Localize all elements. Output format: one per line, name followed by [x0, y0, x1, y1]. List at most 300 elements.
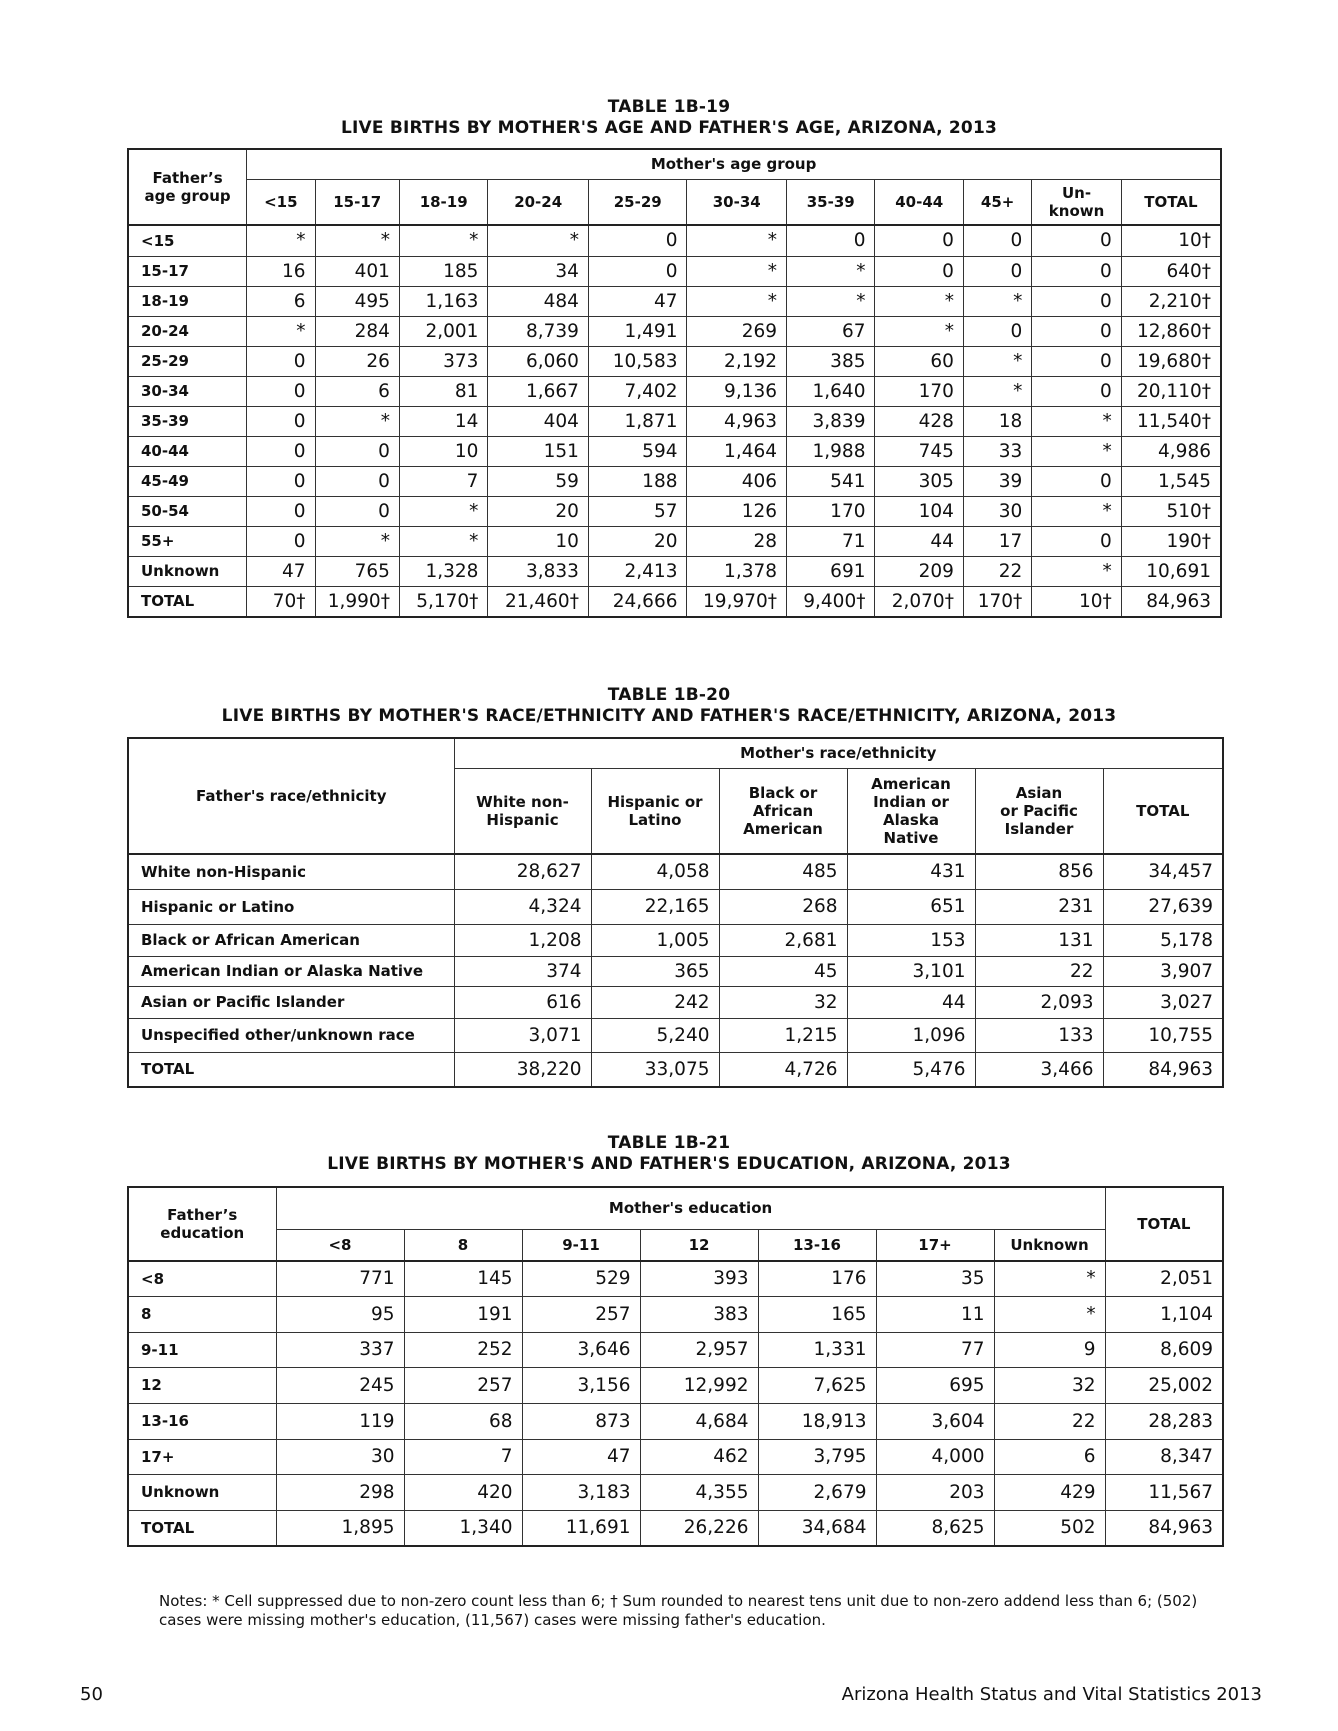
table-cell: *	[1032, 406, 1121, 436]
table-cell: 1,208	[454, 924, 591, 956]
table-cell: 28,627	[454, 854, 591, 889]
table-cell: 1,988	[787, 436, 875, 466]
table-cell: 7	[404, 1439, 522, 1474]
table-21	[127, 1186, 1224, 1547]
table-cell: 2,051	[1105, 1261, 1223, 1296]
row-label: 13-16	[128, 1403, 276, 1439]
table-row	[128, 924, 1223, 956]
table-cell: *	[247, 225, 315, 256]
table-cell: 7	[399, 466, 487, 496]
table-cell: *	[687, 286, 787, 316]
table-cell: 0	[963, 316, 1031, 346]
table-row	[128, 526, 1221, 556]
table-row	[128, 256, 1221, 286]
table-19-group-header: Mother's age group	[247, 149, 1221, 179]
table-cell: 485	[719, 854, 847, 889]
table-cell: 3,907	[1103, 956, 1223, 986]
table-cell: 9,400†	[787, 586, 875, 617]
table-cell: *	[963, 376, 1031, 406]
table-row	[128, 1510, 1223, 1546]
table-cell: 0	[963, 225, 1031, 256]
table-cell: 0	[247, 346, 315, 376]
table-cell: 10,755	[1103, 1018, 1223, 1052]
row-label: 35-39	[128, 406, 247, 436]
table-cell: 32	[994, 1367, 1105, 1403]
table-cell: 5,240	[591, 1018, 719, 1052]
table-cell: 284	[315, 316, 399, 346]
table-cell: 22,165	[591, 889, 719, 924]
table-19-title	[0, 97, 1338, 139]
table-cell: 20	[588, 526, 687, 556]
table-cell: 0	[1032, 466, 1121, 496]
table-cell: 4,058	[591, 854, 719, 889]
table-cell: 191	[404, 1296, 522, 1332]
table-cell: 47	[247, 556, 315, 586]
t21-column-header: 12	[640, 1229, 758, 1261]
row-label: White non-Hispanic	[128, 854, 454, 889]
table-row	[128, 556, 1221, 586]
table-cell: 104	[875, 496, 963, 526]
table-row	[128, 1052, 1223, 1087]
table-cell: 0	[963, 256, 1031, 286]
t21-column-header: 13-16	[758, 1229, 876, 1261]
table-cell: 5,476	[847, 1052, 975, 1087]
table-cell: 185	[399, 256, 487, 286]
table-cell: 151	[488, 436, 589, 466]
table-cell: 11,691	[522, 1510, 640, 1546]
table-cell: 1,378	[687, 556, 787, 586]
table-cell: *	[787, 256, 875, 286]
table-cell: *	[315, 526, 399, 556]
table-row	[128, 436, 1221, 466]
table-row	[128, 346, 1221, 376]
table-cell: 1,163	[399, 286, 487, 316]
table-row	[128, 225, 1221, 256]
table-cell: 2,413	[588, 556, 687, 586]
table-cell: 34,684	[758, 1510, 876, 1546]
table-cell: 95	[276, 1296, 404, 1332]
table-cell: 17	[963, 526, 1031, 556]
t19-column-header: 18-19	[399, 179, 487, 225]
table-cell: 0	[1032, 376, 1121, 406]
table-cell: 188	[588, 466, 687, 496]
table-cell: 0	[315, 436, 399, 466]
table-cell: 5,178	[1103, 924, 1223, 956]
table-cell: 2,093	[975, 986, 1103, 1018]
t19-column-header: TOTAL	[1121, 179, 1221, 225]
table-cell: 3,833	[488, 556, 589, 586]
table-cell: 616	[454, 986, 591, 1018]
table-cell: 22	[975, 956, 1103, 986]
table-cell: 20,110†	[1121, 376, 1221, 406]
table-cell: 67	[787, 316, 875, 346]
t20-column-header: Asian or Pacific Islander	[975, 768, 1103, 854]
table-cell: 2,192	[687, 346, 787, 376]
t19-column-header: 20-24	[488, 179, 589, 225]
table-row	[128, 1332, 1223, 1367]
row-label: 40-44	[128, 436, 247, 466]
table-cell: 81	[399, 376, 487, 406]
table-cell: 170	[875, 376, 963, 406]
table-cell: 0	[247, 496, 315, 526]
table-cell: 873	[522, 1403, 640, 1439]
table-cell: 32	[719, 986, 847, 1018]
t21-column-header: 9-11	[522, 1229, 640, 1261]
table-cell: 6,060	[488, 346, 589, 376]
t20-column-header: TOTAL	[1103, 768, 1223, 854]
t19-column-header: 25-29	[588, 179, 687, 225]
table-cell: 245	[276, 1367, 404, 1403]
t19-column-header: 45+	[963, 179, 1031, 225]
table-row	[128, 1018, 1223, 1052]
table-notes: Notes: * Cell suppressed due to non-zero count less than 6; † Sum rounded to nearest tens unit due to non-zero addend less than 6; (502) cases were missing mother's education, (11,567) cases were missing father's education.	[159, 1592, 1198, 1629]
table-cell: 4,963	[687, 406, 787, 436]
table-cell: 495	[315, 286, 399, 316]
table-cell: 0	[247, 376, 315, 406]
t20-column-header: Black or African American	[719, 768, 847, 854]
table-cell: *	[488, 225, 589, 256]
table-cell: 209	[875, 556, 963, 586]
table-cell: 0	[247, 526, 315, 556]
row-label: 55+	[128, 526, 247, 556]
table-cell: 0	[1032, 346, 1121, 376]
table-cell: 373	[399, 346, 487, 376]
table-row	[128, 986, 1223, 1018]
row-label: 12	[128, 1367, 276, 1403]
table-cell: 856	[975, 854, 1103, 889]
table-cell: 3,604	[876, 1403, 994, 1439]
table-cell: *	[994, 1296, 1105, 1332]
row-label: 15-17	[128, 256, 247, 286]
table-cell: *	[687, 256, 787, 286]
table-cell: 10	[488, 526, 589, 556]
t20-column-header: American Indian or Alaska Native	[847, 768, 975, 854]
table-row	[128, 466, 1221, 496]
table-cell: 44	[875, 526, 963, 556]
table-19	[127, 148, 1222, 618]
table-cell: 337	[276, 1332, 404, 1367]
table-cell: 68	[404, 1403, 522, 1439]
table-cell: 34	[488, 256, 589, 286]
table-cell: 640†	[1121, 256, 1221, 286]
table-cell: 8,739	[488, 316, 589, 346]
table-cell: 393	[640, 1261, 758, 1296]
table-cell: *	[1032, 496, 1121, 526]
table-cell: *	[687, 225, 787, 256]
table-row	[128, 406, 1221, 436]
table-cell: 0	[247, 436, 315, 466]
table-cell: 1,331	[758, 1332, 876, 1367]
table-cell: 252	[404, 1332, 522, 1367]
table-cell: 0	[588, 225, 687, 256]
table-cell: 26,226	[640, 1510, 758, 1546]
table-cell: 10†	[1121, 225, 1221, 256]
table-cell: 1,491	[588, 316, 687, 346]
table-row	[128, 1296, 1223, 1332]
table-20-caption: LIVE BIRTHS BY MOTHER'S RACE/ETHNICITY AND FATHER'S RACE/ETHNICITY, ARIZONA, 2013	[221, 706, 1117, 726]
row-label: 17+	[128, 1439, 276, 1474]
table-cell: 305	[875, 466, 963, 496]
table-cell: 2,681	[719, 924, 847, 956]
table-cell: 176	[758, 1261, 876, 1296]
table-21-caption: LIVE BIRTHS BY MOTHER'S AND FATHER'S EDUCATION, ARIZONA, 2013	[327, 1154, 1011, 1174]
row-label: TOTAL	[128, 1052, 454, 1087]
row-label: 45-49	[128, 466, 247, 496]
table-cell: 3,646	[522, 1332, 640, 1367]
table-cell: 0	[1032, 526, 1121, 556]
publication-name: Arizona Health Status and Vital Statistics 2013	[841, 1684, 1262, 1705]
table-cell: 26	[315, 346, 399, 376]
table-cell: 4,000	[876, 1439, 994, 1474]
table-cell: 33,075	[591, 1052, 719, 1087]
table-cell: *	[399, 496, 487, 526]
table-cell: 77	[876, 1332, 994, 1367]
row-label: Unknown	[128, 1474, 276, 1510]
table-cell: 14	[399, 406, 487, 436]
table-cell: 6	[994, 1439, 1105, 1474]
table-cell: 1,340	[404, 1510, 522, 1546]
table-cell: 3,156	[522, 1367, 640, 1403]
table-cell: 365	[591, 956, 719, 986]
table-cell: 34,457	[1103, 854, 1223, 889]
table-cell: 404	[488, 406, 589, 436]
table-cell: 10,583	[588, 346, 687, 376]
t19-column-header: <15	[247, 179, 315, 225]
table-cell: 383	[640, 1296, 758, 1332]
table-20-corner-header: Father's race/ethnicity	[128, 738, 454, 854]
row-label: Asian or Pacific Islander	[128, 986, 454, 1018]
table-20-group-header: Mother's race/ethnicity	[454, 738, 1223, 768]
table-cell: *	[994, 1261, 1105, 1296]
table-cell: 257	[522, 1296, 640, 1332]
table-cell: 84,963	[1121, 586, 1221, 617]
table-cell: 269	[687, 316, 787, 346]
table-cell: 170	[787, 496, 875, 526]
row-label: 8	[128, 1296, 276, 1332]
table-cell: 0	[247, 406, 315, 436]
table-cell: 165	[758, 1296, 876, 1332]
table-cell: 47	[522, 1439, 640, 1474]
t20-column-header: Hispanic or Latino	[591, 768, 719, 854]
page-number: 50	[80, 1684, 103, 1705]
row-label: Unspecified other/unknown race	[128, 1018, 454, 1052]
table-cell: 126	[687, 496, 787, 526]
table-21-corner-header: Father’s education	[128, 1187, 276, 1261]
table-cell: *	[963, 286, 1031, 316]
table-cell: 428	[875, 406, 963, 436]
table-cell: 1,096	[847, 1018, 975, 1052]
table-cell: 30	[963, 496, 1031, 526]
table-cell: 44	[847, 986, 975, 1018]
table-cell: *	[315, 406, 399, 436]
table-cell: 22	[963, 556, 1031, 586]
table-cell: 3,027	[1103, 986, 1223, 1018]
t21-column-header: Unknown	[994, 1229, 1105, 1261]
row-label: 20-24	[128, 316, 247, 346]
table-cell: *	[787, 286, 875, 316]
table-cell: 27,639	[1103, 889, 1223, 924]
row-label: TOTAL	[128, 1510, 276, 1546]
row-label: 18-19	[128, 286, 247, 316]
table-row	[128, 1439, 1223, 1474]
row-label: Hispanic or Latino	[128, 889, 454, 924]
table-row	[128, 1367, 1223, 1403]
table-cell: 28,283	[1105, 1403, 1223, 1439]
table-cell: 771	[276, 1261, 404, 1296]
row-label: Black or African American	[128, 924, 454, 956]
table-cell: 1,990†	[315, 586, 399, 617]
table-cell: 1,640	[787, 376, 875, 406]
table-cell: 3,101	[847, 956, 975, 986]
table-cell: 0	[875, 225, 963, 256]
table-row	[128, 1403, 1223, 1439]
table-cell: 0	[1032, 256, 1121, 286]
table-cell: 3,839	[787, 406, 875, 436]
table-cell: 133	[975, 1018, 1103, 1052]
table-row	[128, 496, 1221, 526]
table-row	[128, 854, 1223, 889]
table-cell: 19,680†	[1121, 346, 1221, 376]
table-19-corner-header: Father’s age group	[128, 149, 247, 225]
row-label: <8	[128, 1261, 276, 1296]
t19-column-header: 30-34	[687, 179, 787, 225]
row-label: 30-34	[128, 376, 247, 406]
table-cell: *	[399, 225, 487, 256]
table-cell: 2,001	[399, 316, 487, 346]
table-cell: 16	[247, 256, 315, 286]
table-cell: *	[315, 225, 399, 256]
table-cell: 502	[994, 1510, 1105, 1546]
table-cell: 484	[488, 286, 589, 316]
table-cell: 24,666	[588, 586, 687, 617]
table-21-title	[0, 1133, 1338, 1175]
table-21-group-header: Mother's education	[276, 1187, 1105, 1229]
table-cell: 12,860†	[1121, 316, 1221, 346]
table-cell: 9,136	[687, 376, 787, 406]
row-label: Unknown	[128, 556, 247, 586]
table-cell: 9	[994, 1332, 1105, 1367]
table-21-number: TABLE 1B-21	[607, 1133, 731, 1153]
table-cell: 3,071	[454, 1018, 591, 1052]
table-cell: 10†	[1032, 586, 1121, 617]
t19-column-header: Un- known	[1032, 179, 1121, 225]
table-cell: 0	[247, 466, 315, 496]
table-cell: 21,460†	[488, 586, 589, 617]
table-cell: 691	[787, 556, 875, 586]
table-cell: 22	[994, 1403, 1105, 1439]
table-cell: 5,170†	[399, 586, 487, 617]
table-cell: 84,963	[1103, 1052, 1223, 1087]
table-cell: 1,464	[687, 436, 787, 466]
table-cell: 8,609	[1105, 1332, 1223, 1367]
table-cell: 541	[787, 466, 875, 496]
table-cell: 20	[488, 496, 589, 526]
table-20-number: TABLE 1B-20	[607, 685, 731, 705]
table-cell: 203	[876, 1474, 994, 1510]
row-label: 9-11	[128, 1332, 276, 1367]
table-cell: 268	[719, 889, 847, 924]
table-19-number: TABLE 1B-19	[607, 97, 731, 117]
table-cell: 8,347	[1105, 1439, 1223, 1474]
table-cell: 153	[847, 924, 975, 956]
table-cell: 1,667	[488, 376, 589, 406]
table-cell: 298	[276, 1474, 404, 1510]
table-cell: 11,540†	[1121, 406, 1221, 436]
table-cell: 3,795	[758, 1439, 876, 1474]
table-cell: 10,691	[1121, 556, 1221, 586]
table-row	[128, 889, 1223, 924]
table-cell: 401	[315, 256, 399, 286]
row-label: <15	[128, 225, 247, 256]
table-row	[128, 286, 1221, 316]
table-row	[128, 1474, 1223, 1510]
table-cell: 529	[522, 1261, 640, 1296]
table-cell: 385	[787, 346, 875, 376]
t21-column-header: 8	[404, 1229, 522, 1261]
table-cell: *	[399, 526, 487, 556]
table-cell: 1,005	[591, 924, 719, 956]
table-cell: 1,871	[588, 406, 687, 436]
table-cell: 594	[588, 436, 687, 466]
table-cell: 1,215	[719, 1018, 847, 1052]
table-cell: 47	[588, 286, 687, 316]
table-cell: 28	[687, 526, 787, 556]
table-cell: 765	[315, 556, 399, 586]
table-cell: 59	[488, 466, 589, 496]
table-20-title	[0, 685, 1338, 727]
table-row	[128, 956, 1223, 986]
table-cell: 429	[994, 1474, 1105, 1510]
row-label: American Indian or Alaska Native	[128, 956, 454, 986]
table-row	[128, 1261, 1223, 1296]
table-cell: 39	[963, 466, 1031, 496]
table-cell: 12,992	[640, 1367, 758, 1403]
table-cell: 1,104	[1105, 1296, 1223, 1332]
table-cell: 406	[687, 466, 787, 496]
table-cell: 0	[1032, 225, 1121, 256]
table-cell: 431	[847, 854, 975, 889]
table-cell: 4,726	[719, 1052, 847, 1087]
table-cell: 4,986	[1121, 436, 1221, 466]
table-cell: 2,679	[758, 1474, 876, 1510]
table-cell: 257	[404, 1367, 522, 1403]
table-cell: 84,963	[1105, 1510, 1223, 1546]
table-cell: 2,070†	[875, 586, 963, 617]
table-row	[128, 586, 1221, 617]
table-cell: 374	[454, 956, 591, 986]
table-cell: 1,895	[276, 1510, 404, 1546]
table-row	[128, 316, 1221, 346]
table-21-total-header: TOTAL	[1105, 1187, 1223, 1261]
table-cell: 30	[276, 1439, 404, 1474]
table-cell: *	[247, 316, 315, 346]
table-cell: 510†	[1121, 496, 1221, 526]
table-cell: *	[1032, 556, 1121, 586]
table-cell: 4,355	[640, 1474, 758, 1510]
table-cell: 35	[876, 1261, 994, 1296]
table-cell: 8,625	[876, 1510, 994, 1546]
table-cell: 19,970†	[687, 586, 787, 617]
table-cell: 420	[404, 1474, 522, 1510]
table-cell: 242	[591, 986, 719, 1018]
table-cell: 25,002	[1105, 1367, 1223, 1403]
table-cell: 4,684	[640, 1403, 758, 1439]
row-label: 25-29	[128, 346, 247, 376]
table-cell: 2,210†	[1121, 286, 1221, 316]
t19-column-header: 35-39	[787, 179, 875, 225]
table-cell: 6	[247, 286, 315, 316]
table-cell: 70†	[247, 586, 315, 617]
